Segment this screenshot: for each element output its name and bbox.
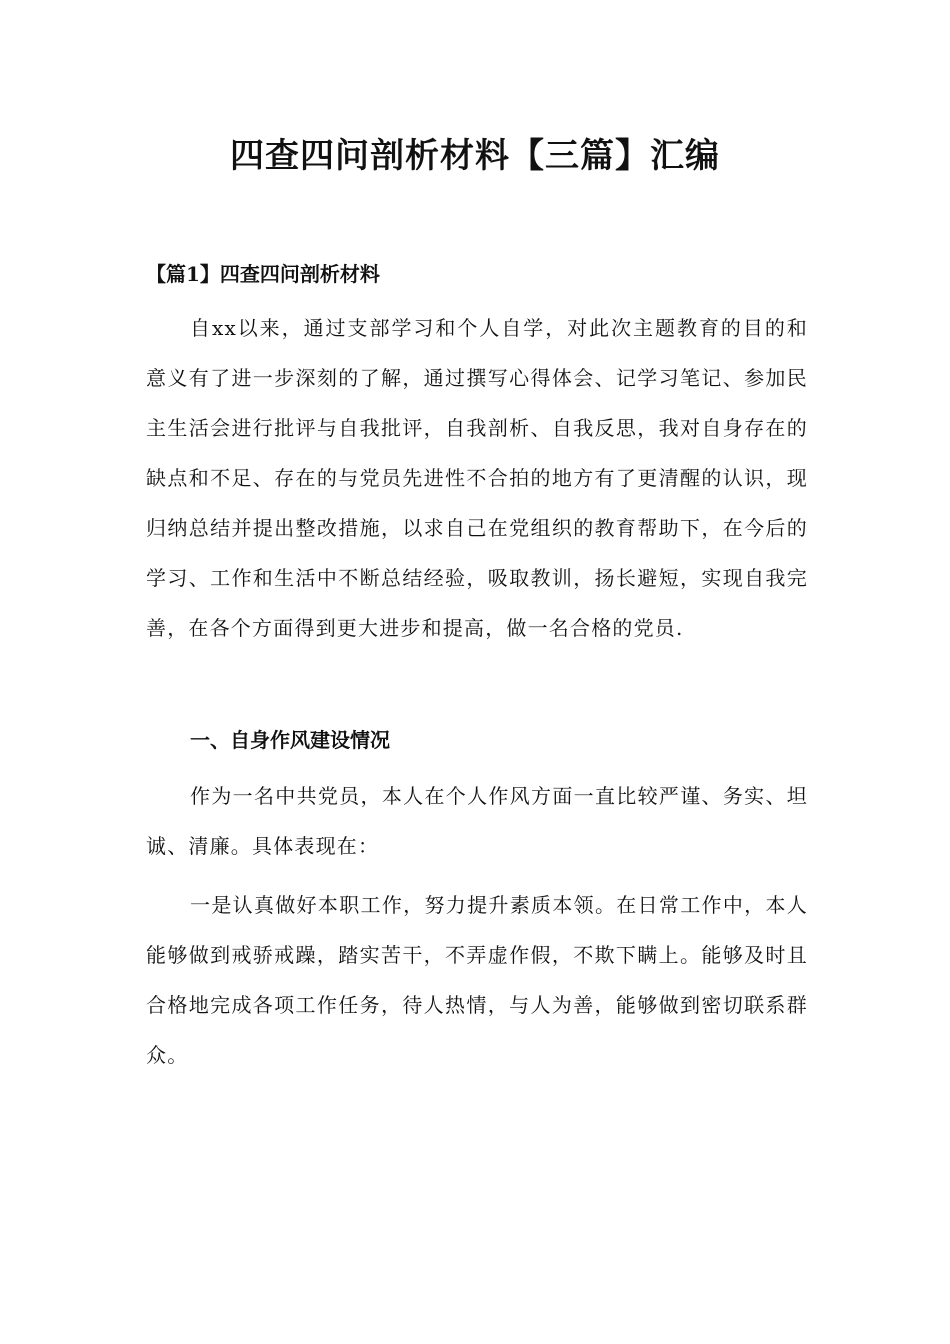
- section-heading: 【篇1】四查四问剖析材料: [146, 262, 380, 286]
- body-paragraph: 作为一名中共党员，本人在个人作风方面一直比较严谨、务实、坦诚、清廉。具体表现在：: [146, 784, 808, 858]
- subsection-heading: 一、自身作风建设情况: [190, 728, 390, 752]
- body-paragraph: 一是认真做好本职工作，努力提升素质本领。在日常工作中，本人能够做到戒骄戒躁，踏实苦干，不弄虚作假，不欺下瞒上。能够及时且合格地完成各项工作任务，待人热情，与人为善，能够做到密切联系群众。: [146, 893, 808, 1067]
- document-title: 四查四问剖析材料【三篇】汇编: [230, 136, 720, 176]
- intro-paragraph: 自xx以来，通过支部学习和个人自学，对此次主题教育的目的和意义有了进一步深刻的了解，通过撰写心得体会、记学习笔记、参加民主生活会进行批评与自我批评，自我剖析、自我反思，我对自身存在的缺点和不足、存在的与党员先进性不合拍的地方有了更清醒的认识，现归纳总结并提出整改措施，以求自己在党组织的教育帮助下，在今后的学习、工作和生活中不断总结经验，吸取教训，扬长避短，实现自我完善，在各个方面得到更大进步和提高，做一名合格的党员.: [146, 316, 808, 640]
